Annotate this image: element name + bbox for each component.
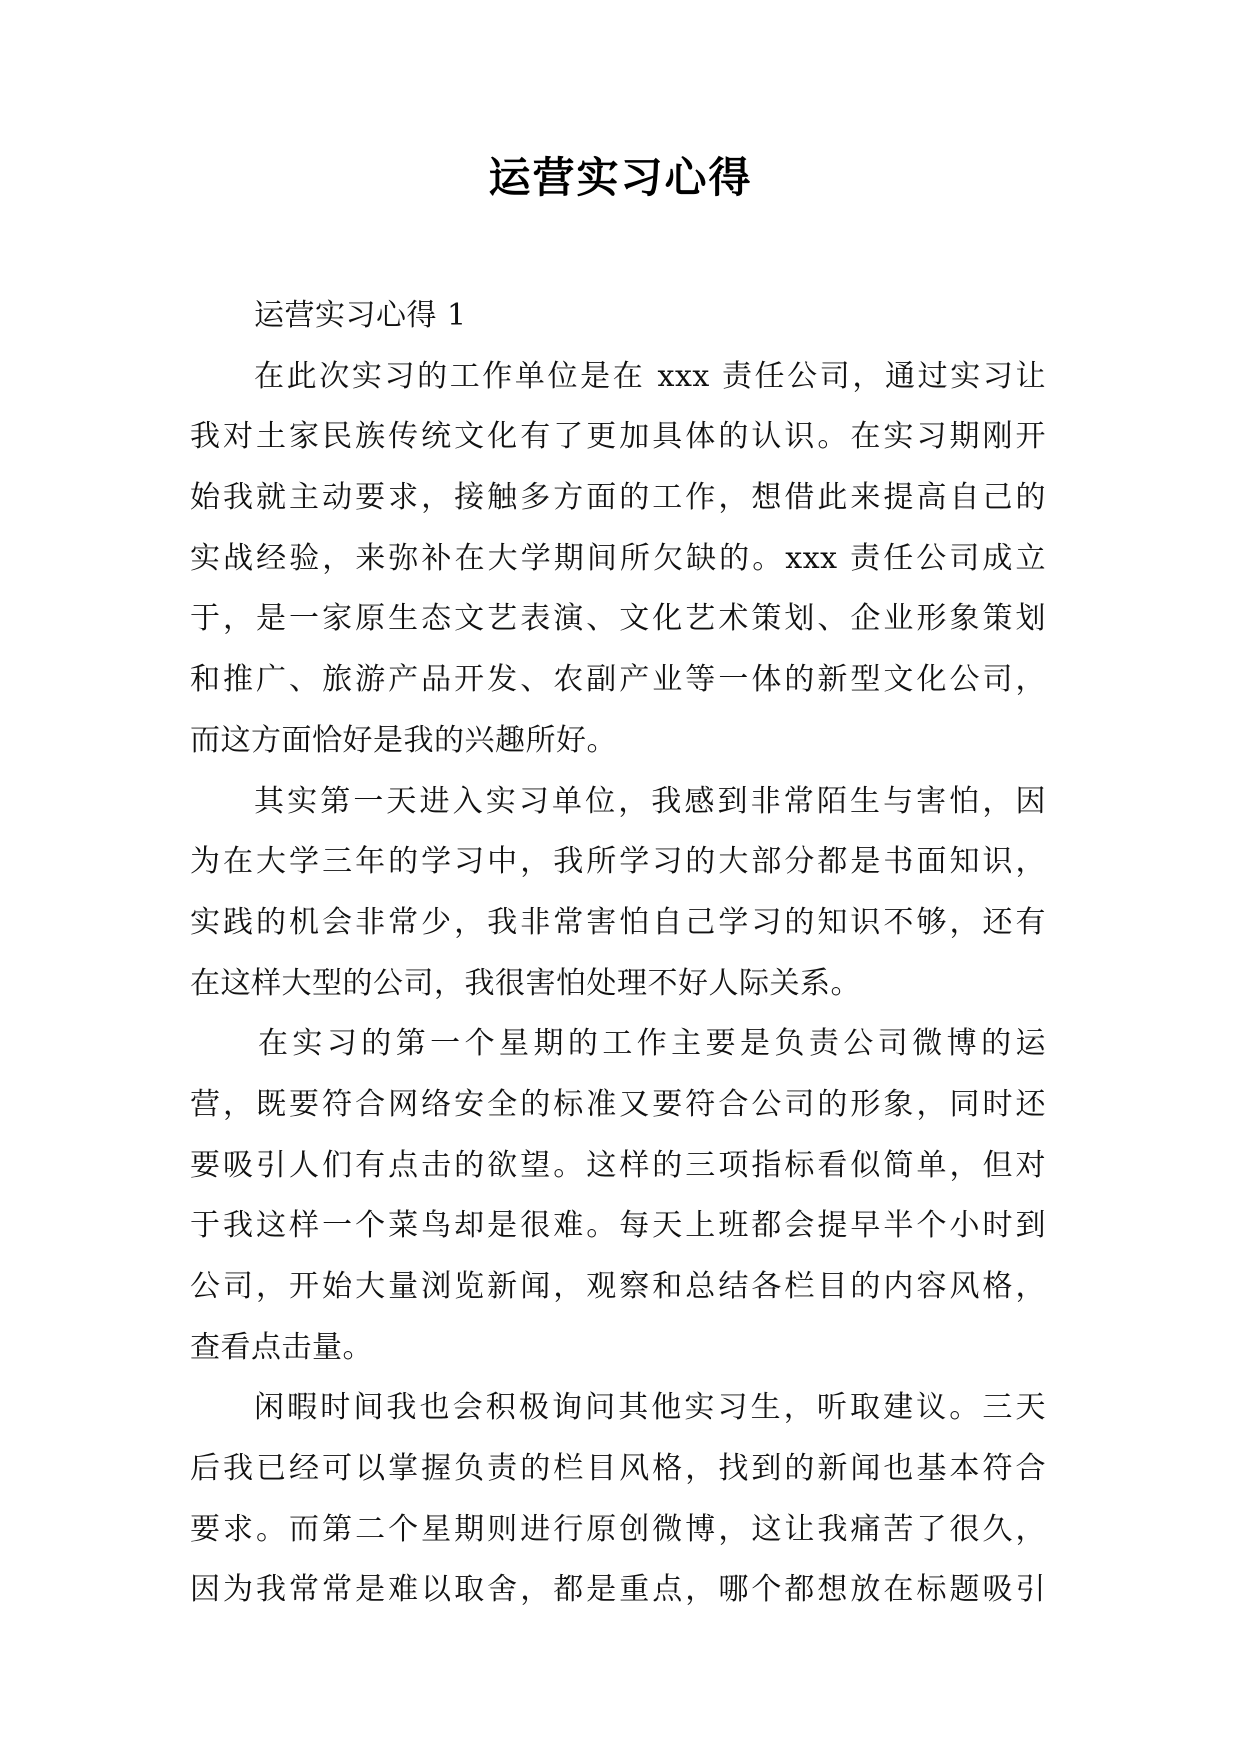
section-heading: 运营实习心得 1 [254,298,467,333]
paragraph-line: 实战经验，来弥补在大学期间所欠缺的。xxx 责任公司成立 [190,540,1046,576]
paragraph-line: 在实习的第一个星期的工作主要是负责公司微博的运 [258,1026,1046,1062]
paragraph-line: 和推广、旅游产品开发、农副产业等一体的新型文化公司， [190,662,1046,698]
paragraph-line: 我对土家民族传统文化有了更加具体的认识。在实习期刚开 [190,419,1046,455]
paragraph-line: 其实第一天进入实习单位，我感到非常陌生与害怕，因 [254,783,1046,819]
paragraph-line: 于，是一家原生态文艺表演、文化艺术策划、企业形象策划 [190,601,1046,637]
paragraph-line: 在此次实习的工作单位是在 xxx 责任公司，通过实习让 [254,358,1046,394]
paragraph-line: 而这方面恰好是我的兴趣所好。 [190,722,617,758]
paragraph-line: 始我就主动要求，接触多方面的工作，想借此来提高自己的 [190,480,1046,516]
paragraph-line: 查看点击量。 [190,1329,373,1365]
paragraph-line: 实践的机会非常少，我非常害怕自己学习的知识不够，还有 [190,904,1046,940]
document-title: 运营实习心得 [488,153,753,202]
paragraph-line: 营，既要符合网络安全的标准又要符合公司的形象，同时还 [190,1086,1046,1122]
paragraph-line: 要求。而第二个星期则进行原创微博，这让我痛苦了很久， [190,1511,1046,1547]
paragraph-line: 后我已经可以掌握负责的栏目风格，找到的新闻也基本符合 [190,1451,1046,1487]
paragraph-line: 闲暇时间我也会积极询问其他实习生，听取建议。三天 [254,1390,1046,1426]
paragraph-line: 为在大学三年的学习中，我所学习的大部分都是书面知识， [190,844,1046,880]
paragraph-line: 于我这样一个菜鸟却是很难。每天上班都会提早半个小时到 [190,1208,1046,1244]
paragraph-line: 因为我常常是难以取舍，都是重点，哪个都想放在标题吸引 [190,1572,1046,1608]
paragraph-line: 要吸引人们有点击的欲望。这样的三项指标看似简单，但对 [190,1147,1046,1183]
paragraph-line: 在这样大型的公司，我很害怕处理不好人际关系。 [190,965,861,1001]
document-body [190,286,1046,1621]
paragraph-line: 公司，开始大量浏览新闻，观察和总结各栏目的内容风格， [190,1269,1046,1304]
